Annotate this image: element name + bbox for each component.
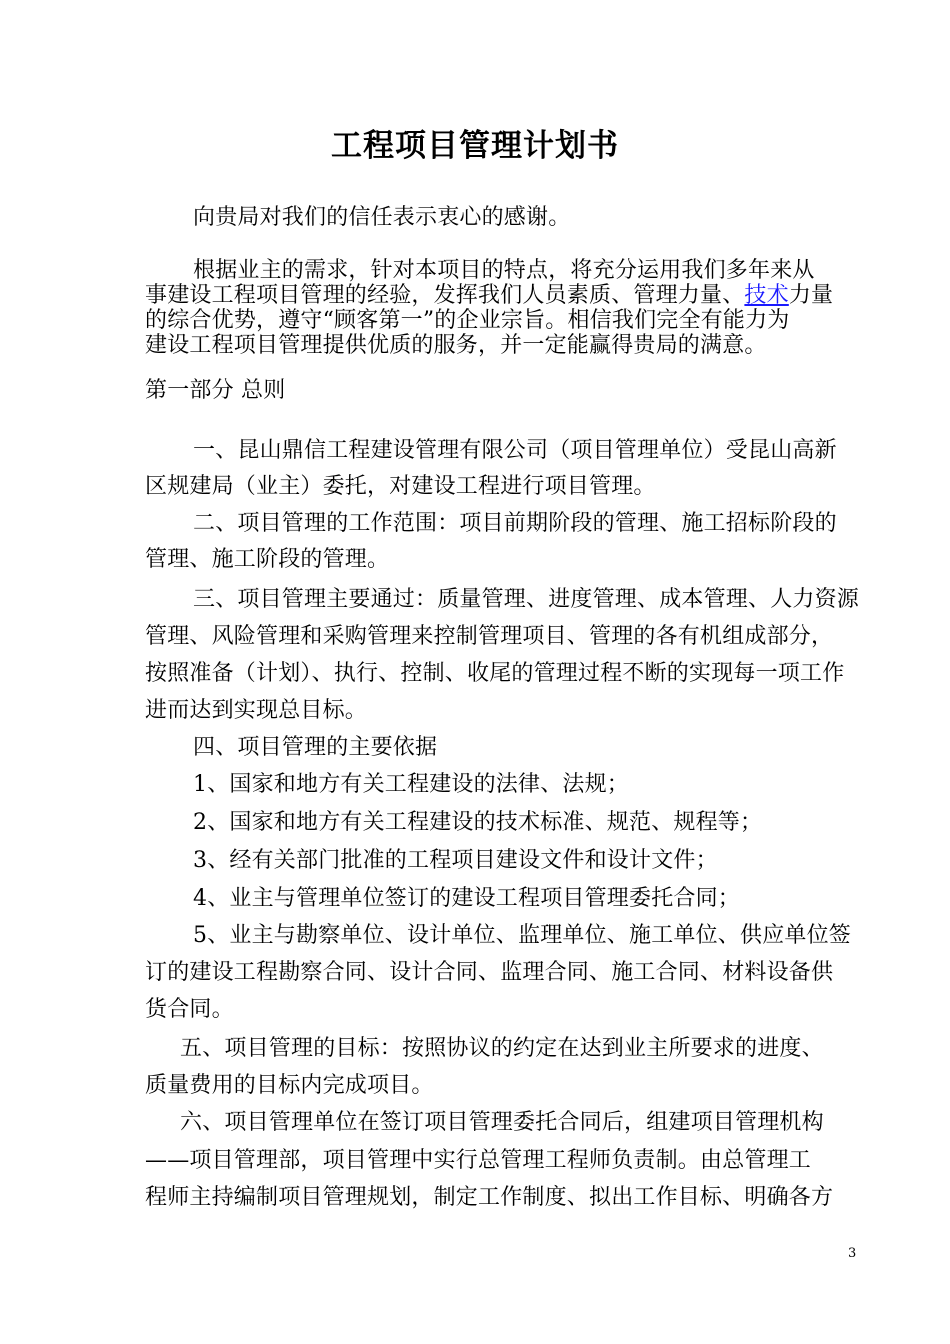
paragraph-line: 向贵局对我们的信任表示衷心的感谢。 — [193, 205, 571, 230]
paragraph-line: 程师主持编制项目管理规划，制定工作制度、拟出工作目标、明确各方 — [145, 1185, 834, 1210]
paragraph-line: 货合同。 — [145, 997, 234, 1022]
paragraph-line: 进而达到实现总目标。 — [145, 698, 368, 723]
paragraph-line: 区规建局（业主）委托，对建设工程进行项目管理。 — [145, 474, 656, 499]
paragraph-line: 一、昆山鼎信工程建设管理有限公司（项目管理单位）受昆山高新 — [193, 438, 837, 463]
list-item: 2、国家和地方有关工程建设的技术标准、规范、规程等； — [193, 810, 763, 835]
paragraph-text: 事建设工程项目管理的经验，发挥我们人员素质、管理力量、 — [145, 283, 745, 308]
paragraph-text: 力量 — [788, 283, 834, 308]
list-item: 1、国家和地方有关工程建设的法律、法规； — [193, 772, 629, 797]
paragraph-line: 管理、施工阶段的管理。 — [145, 547, 390, 572]
paragraph-line: 五、项目管理的目标：按照协议的约定在达到业主所要求的进度、 — [180, 1036, 824, 1061]
paragraph-line: 六、项目管理单位在签订项目管理委托合同后，组建项目管理机构 — [180, 1110, 824, 1135]
list-item: 3、经有关部门批准的工程项目建设文件和设计文件； — [193, 848, 718, 873]
document-title: 工程项目管理计划书 — [331, 128, 619, 164]
paragraph-line: 质量费用的目标内完成项目。 — [145, 1073, 434, 1098]
paragraph-line: 按照准备（计划）、执行、控制、收尾的管理过程不断的实现每一项工作 — [145, 661, 845, 686]
paragraph-line: 四、项目管理的主要依据 — [193, 735, 438, 760]
paragraph-line: 根据业主的需求，针对本项目的特点，将充分运用我们多年来从 — [193, 258, 815, 283]
technology-link[interactable]: 技术 — [744, 283, 789, 308]
paragraph-line: 三、项目管理主要通过：质量管理、进度管理、成本管理、人力资源 — [193, 587, 860, 612]
paragraph-line: ——项目管理部，项目管理中实行总管理工程师负责制。由总管理工 — [145, 1148, 812, 1173]
paragraph-line: 订的建设工程勘察合同、设计合同、监理合同、施工合同、材料设备供 — [145, 960, 834, 985]
list-item: 4、业主与管理单位签订的建设工程项目管理委托合同； — [193, 886, 740, 911]
section-heading: 第一部分 总则 — [145, 378, 286, 403]
paragraph-line: 的综合优势，遵守“顾客第一”的企业宗旨。相信我们完全有能力为 — [145, 308, 790, 333]
list-item: 5、业主与勘察单位、设计单位、监理单位、施工单位、供应单位签 — [193, 923, 851, 948]
paragraph-line: 管理、风险管理和采购管理来控制管理项目、管理的各有机组成部分， — [145, 624, 834, 649]
paragraph-line: 建设工程项目管理提供优质的服务，并一定能赢得贵局的满意。 — [145, 333, 767, 358]
page-number: 3 — [848, 1246, 857, 1261]
paragraph-line: 二、项目管理的工作范围：项目前期阶段的管理、施工招标阶段的 — [193, 511, 837, 536]
